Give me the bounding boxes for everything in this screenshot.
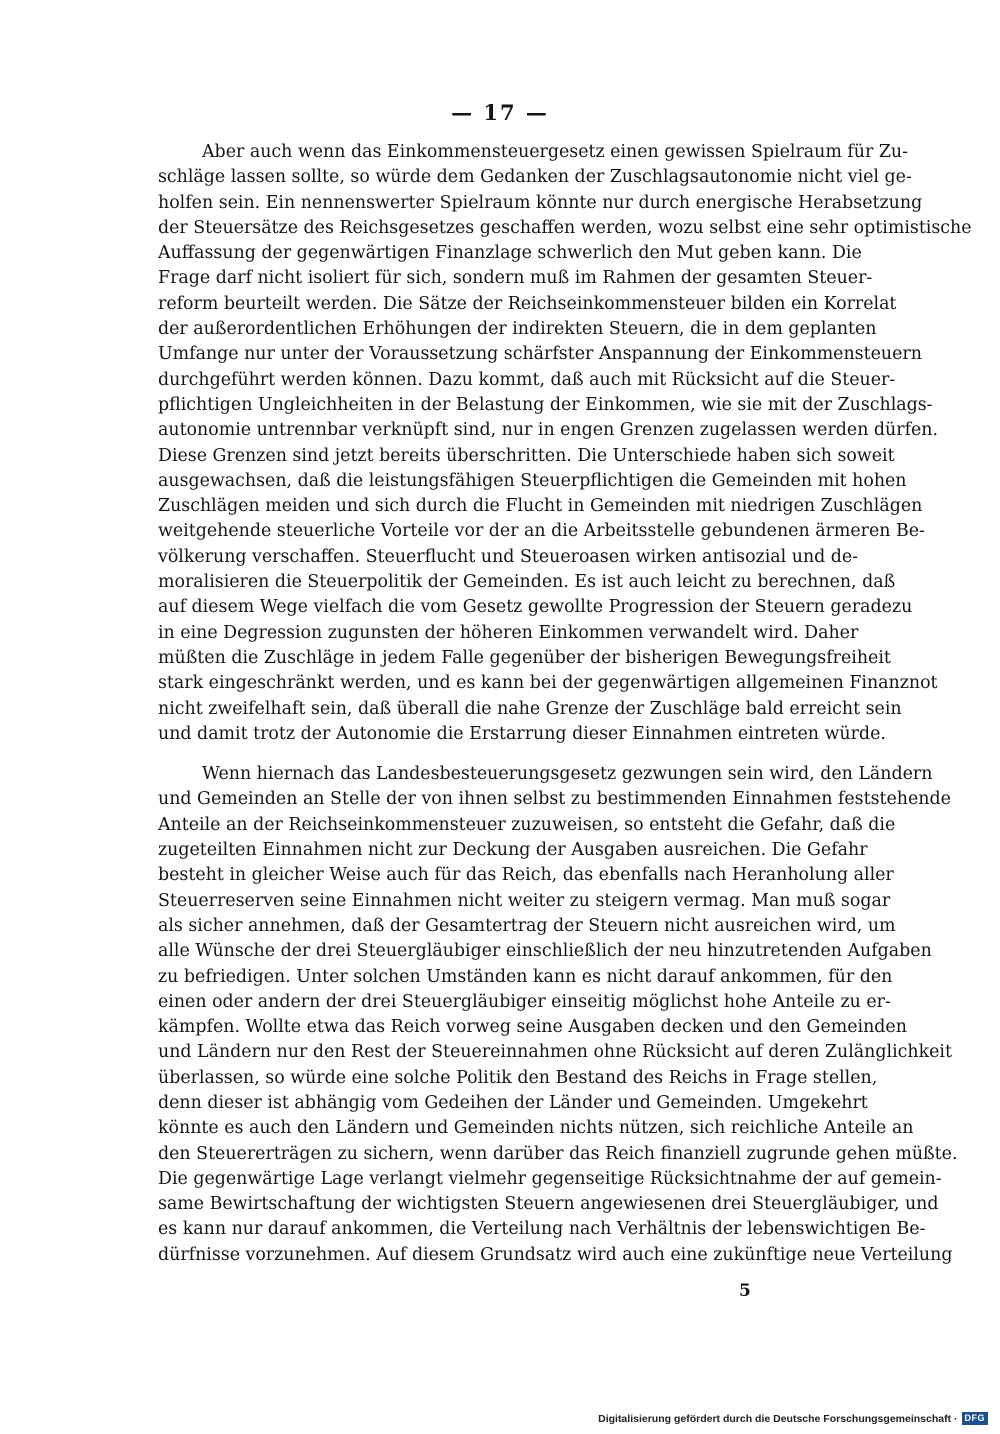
body-text [158,140,972,1268]
text-line: Frage darf nicht isoliert für sich, sondern muß im Rahmen der gesamten Steuer- [158,268,873,289]
digitization-footer [598,1412,988,1425]
text-line: den Steuererträgen zu sichern, wenn darüber das Reich finanziell zugrunde gehen müßte. [158,1143,958,1164]
text-line: einen oder andern der drei Steuergläubiger einseitig möglichst hohe Anteile zu er- [158,991,891,1012]
text-line: durchgeführt werden können. Dazu kommt, daß auch mit Rücksicht auf die Steuer- [158,369,896,390]
text-line: same Bewirtschaftung der wichtigsten Steuern angewiesenen drei Steuergläubiger, und [158,1194,939,1215]
text-line: kämpfen. Wollte etwa das Reich vorweg seine Ausgaben decken und den Gemeinden [158,1017,907,1038]
text-line: alle Wünsche der drei Steuergläubiger einschließlich der neu hinzutretenden Aufgaben [158,941,932,962]
text-line: und damit trotz der Autonomie die Erstarrung dieser Einnahmen eintreten würde. [158,723,886,744]
text-line: denn dieser ist abhängig vom Gedeihen der Länder und Gemeinden. Umgekehrt [158,1092,868,1113]
text-line: der außerordentlichen Erhöhungen der indirekten Steuern, die in dem geplanten [158,319,877,340]
text-line: Zuschlägen meiden und sich durch die Flucht in Gemeinden mit niedrigen Zuschlägen [158,496,923,517]
paragraph-spacer [158,747,838,762]
text-line: Wenn hiernach das Landesbesteuerungsgesetz gezwungen sein wird, den Ländern [202,764,933,785]
text-line: moralisieren die Steuerpolitik der Gemeinden. Es ist auch leicht zu berechnen, daß [158,572,896,593]
text-line: Die gegenwärtige Lage verlangt vielmehr gegenseitige Rücksichtnahme der auf gemein- [158,1168,942,1189]
text-line: autonomie untrennbar verknüpft sind, nur in engen Grenzen zugelassen werden dürfen. [158,420,939,441]
dfg-logo: DFG [962,1412,989,1425]
text-line: pflichtigen Ungleichheiten in der Belastung der Einkommen, wie sie mit der Zuschlags- [158,394,933,415]
text-line: zugeteilten Einnahmen nicht zur Deckung der Ausgaben ausreichen. Die Gefahr [158,840,868,861]
text-line: völkerung verschaffen. Steuerflucht und Steueroasen wirken antisozial und de- [158,546,859,567]
text-line: der Steuersätze des Reichsgesetzes geschaffen werden, wozu selbst eine sehr optimistische [158,217,972,238]
text-line: und Gemeinden an Stelle der von ihnen selbst zu bestimmenden Einnahmen feststehende [158,789,951,810]
text-line: stark eingeschränkt werden, und es kann bei der gegenwärtigen allgemeinen Finanznot [158,673,938,694]
text-line: es kann nur darauf ankommen, die Verteilung nach Verhältnis der lebenswichtigen Be- [158,1219,926,1240]
text-line: Steuerreserven seine Einnahmen nicht weiter zu steigern vermag. Man muß sogar [158,890,891,911]
footer-text: Digitalisierung gefördert durch die Deutsche Forschungsgemeinschaft · [598,1412,958,1425]
text-line: nicht zweifelhaft sein, daß überall die nahe Grenze der Zuschläge bald erreicht sein [158,698,902,719]
paragraph-1 [158,140,972,747]
text-line: Diese Grenzen sind jetzt bereits überschritten. Die Unterschiede haben sich soweit [158,445,895,466]
signature-mark: 5 [739,1281,751,1301]
text-line: auf diesem Wege vielfach die vom Gesetz gewollte Progression der Steuern geradezu [158,597,913,618]
text-line: überlassen, so würde eine solche Politik den Bestand des Reichs in Frage stellen, [158,1067,878,1088]
text-line: Auffassung der gegenwärtigen Finanzlage schwerlich den Mut geben kann. Die [158,243,862,264]
text-line: dürfnisse vorzunehmen. Auf diesem Grundsatz wird auch eine zukünftige neue Verteilung [158,1244,953,1265]
text-line: besteht in gleicher Weise auch für das Reich, das ebenfalls nach Heranholung aller [158,865,894,886]
text-line: als sicher annehmen, daß der Gesamtertrag der Steuern nicht ausreichen wird, um [158,915,896,936]
text-line: müßten die Zuschläge in jedem Falle gegenüber der bisherigen Bewegungsfreiheit [158,647,891,668]
text-line: schläge lassen sollte, so würde dem Gedanken der Zuschlagsautonomie nicht viel ge- [158,167,912,188]
text-line: holfen sein. Ein nennenswerter Spielraum könnte nur durch energische Herabsetzung [158,192,923,213]
text-line: Anteile an der Reichseinkommensteuer zuzuweisen, so entsteht die Gefahr, daß die [158,814,896,835]
text-line: und Ländern nur den Rest der Steuereinnahmen ohne Rücksicht auf deren Zulänglichkeit [158,1042,952,1063]
text-line: Umfange nur unter der Voraussetzung schärfster Anspannung der Einkommensteuern [158,344,922,365]
text-line: zu befriedigen. Unter solchen Umständen kann es nicht darauf ankommen, für den [158,966,893,987]
paragraph-2 [158,762,958,1268]
text-line: in eine Degression zugunsten der höheren Einkommen verwandelt wird. Daher [158,622,859,643]
text-line: ausgewachsen, daß die leistungsfähigen Steuerpflichtigen die Gemeinden mit hohen [158,470,907,491]
page-number: — 17 — [451,100,549,125]
text-line: weitgehende steuerliche Vorteile vor der an die Arbeitsstelle gebundenen ärmeren Be- [158,521,925,542]
text-line: reform beurteilt werden. Die Sätze der Reichseinkommensteuer bilden ein Korrelat [158,293,897,314]
text-line: Aber auch wenn das Einkommensteuergesetz einen gewissen Spielraum für Zu- [202,142,909,162]
text-line: könnte es auch den Ländern und Gemeinden nichts nützen, sich reichliche Anteile an [158,1118,914,1139]
